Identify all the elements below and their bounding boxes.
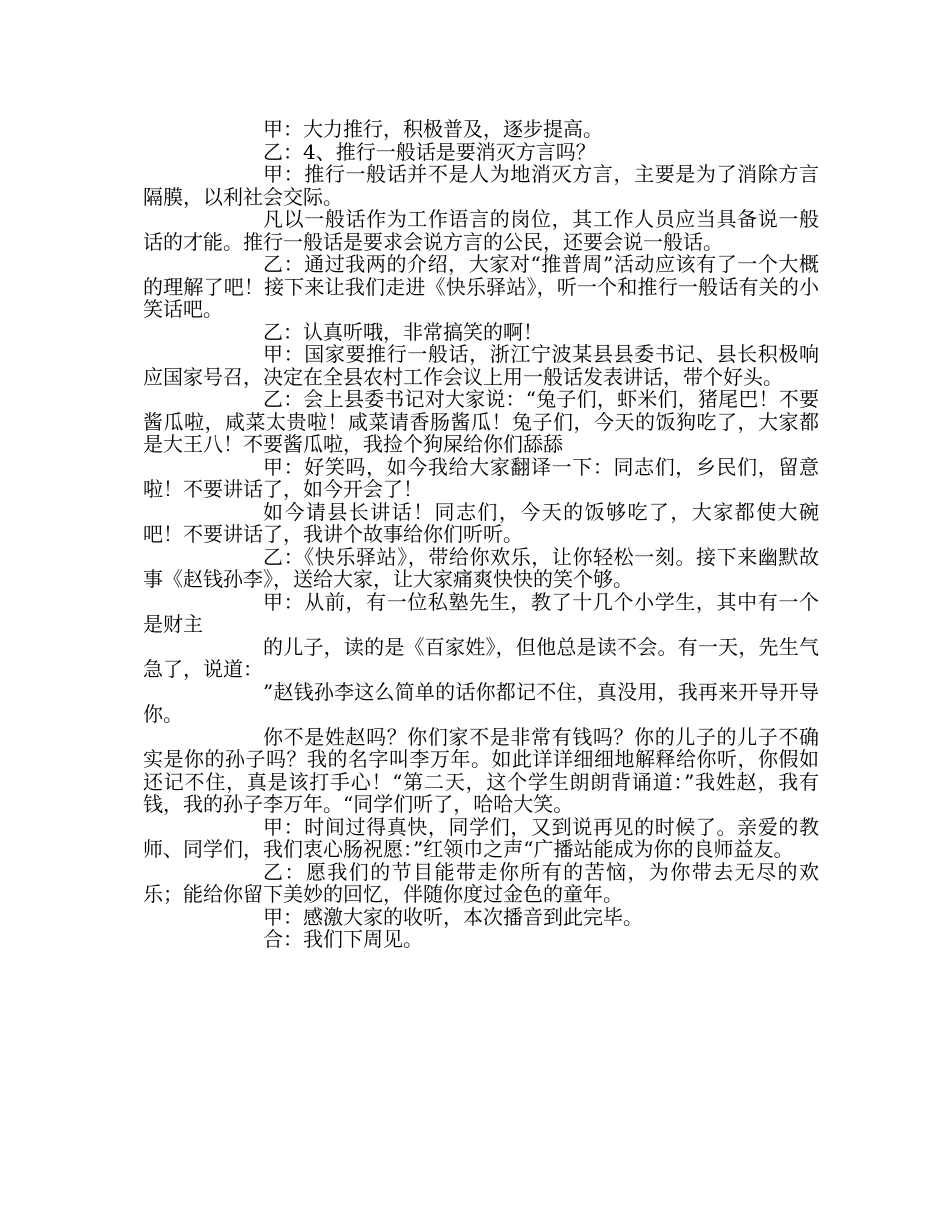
paragraph: 乙：《快乐驿站》，带给你欢乐，让你轻松一刻。接下来幽默故事《赵钱孙李》，送给大家，让大家痛爽快快的笑个够。 [143, 544, 819, 591]
paragraph: 乙：愿我们的节目能带走你所有的苦恼，为你带去无尽的欢乐；能给你留下美妙的回忆，伴随你度过金色的童年。 [143, 859, 819, 906]
paragraph: 的儿子，读的是《百家姓》，但他总是读不会。有一天，先生气急了，说道： [143, 634, 819, 681]
paragraph: 你不是姓赵吗？你们家不是非常有钱吗？你的儿子的儿子不确实是你的孙子吗？我的名字叫李万年。如此详详细细地解释给你听，你假如还记不住，真是该打手心！“第二天，这个学生朗朗背诵道：”我姓赵，我有钱，我的孙子李万年。“同学们听了，哈哈大笑。 [143, 724, 819, 816]
paragraph: 乙：通过我两的介绍，大家对“推普周”活动应该有了一个大概的理解了吧！接下来让我们走进《快乐驿站》，听一个和推行一般话有关的小笑话吧。 [143, 252, 819, 321]
paragraph: 合：我们下周见。 [263, 927, 423, 951]
paragraph: 乙：4、推行一般话是要消灭方言吗？ [263, 139, 596, 164]
paragraph: 凡以一般话作为工作语言的岗位，其工作人员应当具备说一般话的才能。推行一般话是要求会说方言的公民，还要会说一般话。 [143, 207, 819, 254]
paragraph: 甲：时间过得真快，同学们，又到说再见的时候了。亲爱的教师、同学们，我们衷心肠祝愿：”红领巾之声“广播站能成为你的良师益友。 [143, 814, 819, 861]
paragraph: 甲：感激大家的收听，本次播音到此完毕。 [263, 904, 643, 929]
paragraph: 甲：从前，有一位私塾先生，教了十几个小学生，其中有一个是财主 [143, 589, 819, 636]
paragraph: 甲：推行一般话并不是人为地消灭方言，主要是为了消除方言隔膜，以利社会交际。 [143, 162, 819, 209]
paragraph: 甲：国家要推行一般话，浙江宁波某县县委书记、县长积极响应国家号召，决定在全县农村工作会议上用一般话发表讲话，带个好头。 [143, 342, 819, 389]
paragraph: 如今请县长讲话！同志们，今天的饭够吃了，大家都使大碗吧！不要讲话了，我讲个故事给你们听听。 [143, 499, 819, 546]
paragraph: 乙：会上县委书记对大家说：“兔子们，虾米们，猪尾巴！不要酱瓜啦，咸菜太贵啦！咸菜请香肠酱瓜！兔子们，今天的饭狗吃了，大家都是大王八！不要酱瓜啦，我捡个狗屎给你们舔舔 [143, 387, 819, 456]
document-body [143, 118, 819, 951]
paragraph: ”赵钱孙李这么简单的话你都记不住，真没用，我再来开导开导你。 [143, 679, 819, 726]
paragraph: 甲：好笑吗，如今我给大家翻译一下：同志们，乡民们，留意啦！不要讲话了，如今开会了！ [143, 454, 819, 501]
paragraph: 甲：大力推行，积极普及，逐步提高。 [263, 117, 603, 141]
paragraph: 乙：认真听哦，非常搞笑的啊！ [263, 319, 543, 344]
